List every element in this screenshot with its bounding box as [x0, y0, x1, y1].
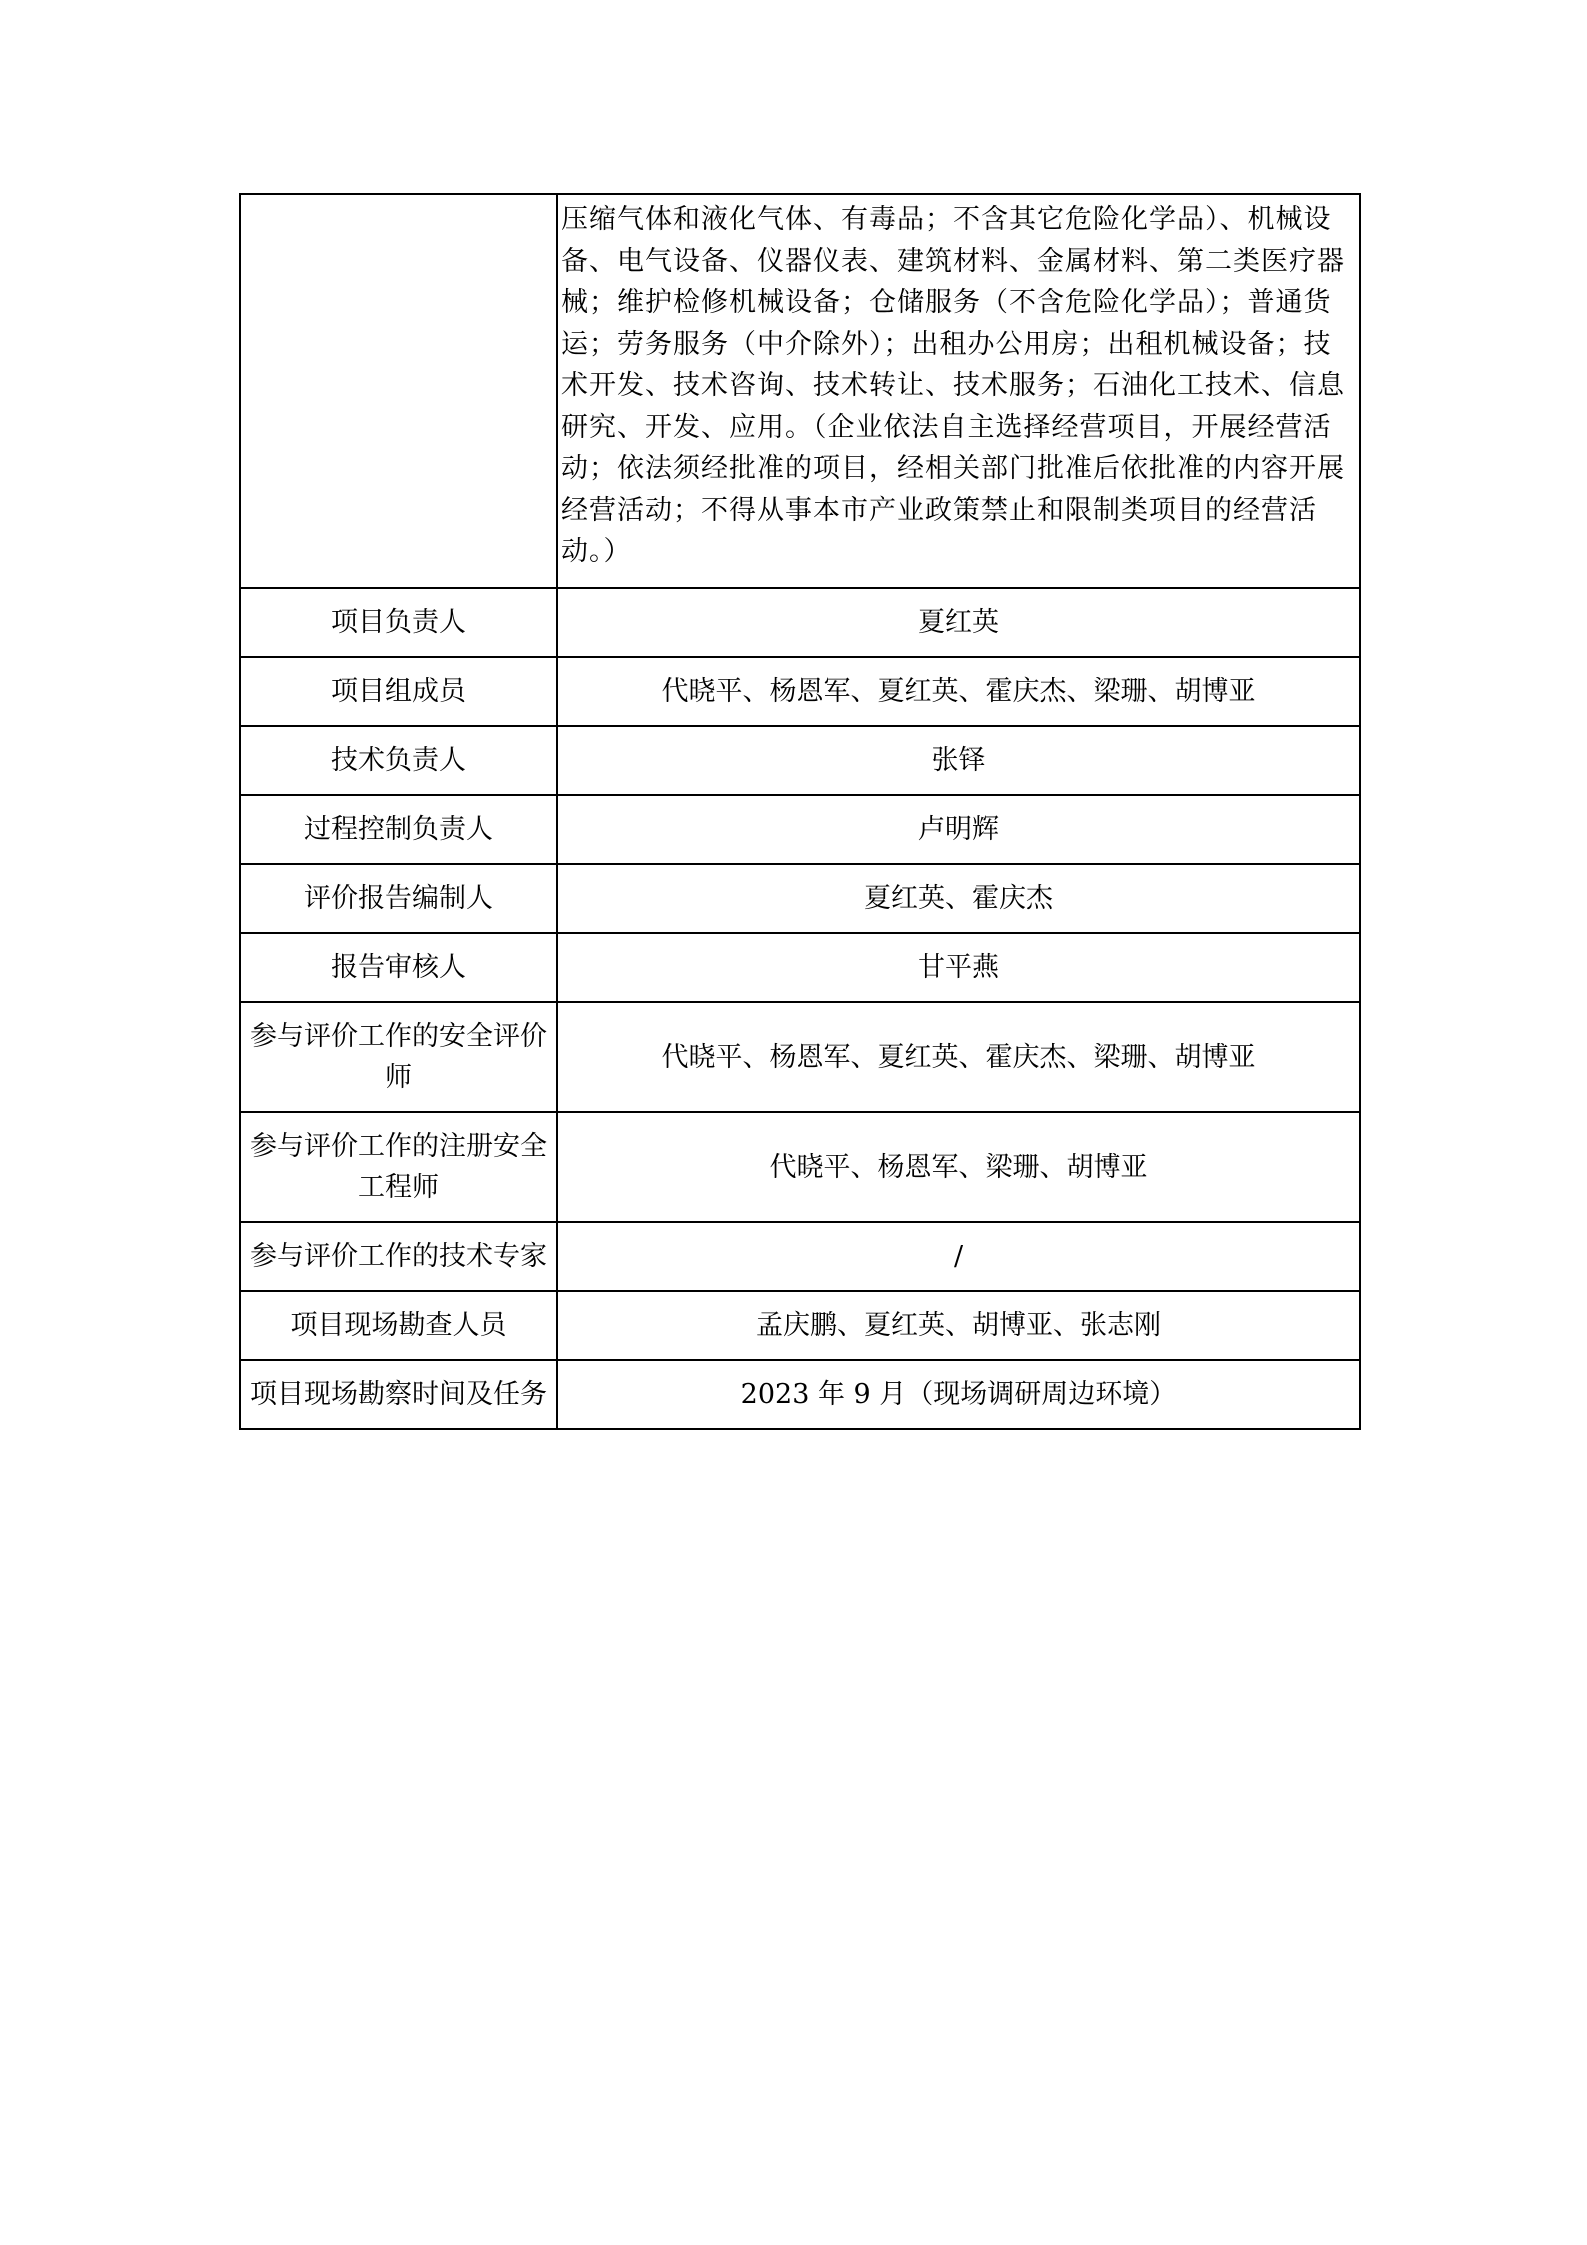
- table-row: [240, 1291, 1360, 1360]
- row-label: 过程控制负责人: [240, 795, 557, 864]
- row-label: 项目负责人: [240, 588, 557, 657]
- row-value: 2023 年 9 月（现场调研周边环境）: [557, 1360, 1360, 1429]
- business-scope-text: 压缩气体和液化气体、有毒品；不含其它危险化学品）、机械设备、电气设备、仪器仪表、建筑材料、金属材料、第二类医疗器械；维护检修机械设备；仓储服务（不含危险化学品）；普通货运；劳务服务（中介除外）；出租办公用房；出租机械设备；技术开发、技术咨询、技术转让、技术服务；石油化工技术、信息研究、开发、应用。（企业依法自主选择经营项目，开展经营活动；依法须经批准的项目，经相关部门批准后依批准的内容开展经营活动；不得从事本市产业政策禁止和限制类项目的经营活动。）: [557, 194, 1360, 588]
- table-row: [240, 864, 1360, 933]
- row-value: 甘平燕: [557, 933, 1360, 1002]
- empty-label-cell: [240, 194, 557, 588]
- table-row: [240, 933, 1360, 1002]
- table-row-business-scope: [240, 194, 1360, 588]
- row-value: 代晓平、杨恩军、梁珊、胡博亚: [557, 1112, 1360, 1222]
- row-label: 技术负责人: [240, 726, 557, 795]
- row-label: 项目组成员: [240, 657, 557, 726]
- row-label: 项目现场勘察时间及任务: [240, 1360, 557, 1429]
- row-value: 代晓平、杨恩军、夏红英、霍庆杰、梁珊、胡博亚: [557, 657, 1360, 726]
- table-row: [240, 795, 1360, 864]
- row-value: 夏红英、霍庆杰: [557, 864, 1360, 933]
- row-value: 夏红英: [557, 588, 1360, 657]
- row-label: 参与评价工作的技术专家: [240, 1222, 557, 1291]
- row-label: 参与评价工作的注册安全工程师: [240, 1112, 557, 1222]
- table-row: [240, 1002, 1360, 1112]
- row-label: 评价报告编制人: [240, 864, 557, 933]
- row-value: /: [557, 1222, 1360, 1291]
- row-value: 孟庆鹏、夏红英、胡博亚、张志刚: [557, 1291, 1360, 1360]
- table-row: [240, 1360, 1360, 1429]
- table-row: [240, 588, 1360, 657]
- row-label: 报告审核人: [240, 933, 557, 1002]
- project-personnel-table: [239, 193, 1361, 1430]
- table-row: [240, 1112, 1360, 1222]
- row-value: 代晓平、杨恩军、夏红英、霍庆杰、梁珊、胡博亚: [557, 1002, 1360, 1112]
- table-row: [240, 726, 1360, 795]
- table-row: [240, 657, 1360, 726]
- table-row: [240, 1222, 1360, 1291]
- row-value: 张铎: [557, 726, 1360, 795]
- row-value: 卢明辉: [557, 795, 1360, 864]
- row-label: 项目现场勘查人员: [240, 1291, 557, 1360]
- row-label: 参与评价工作的安全评价师: [240, 1002, 557, 1112]
